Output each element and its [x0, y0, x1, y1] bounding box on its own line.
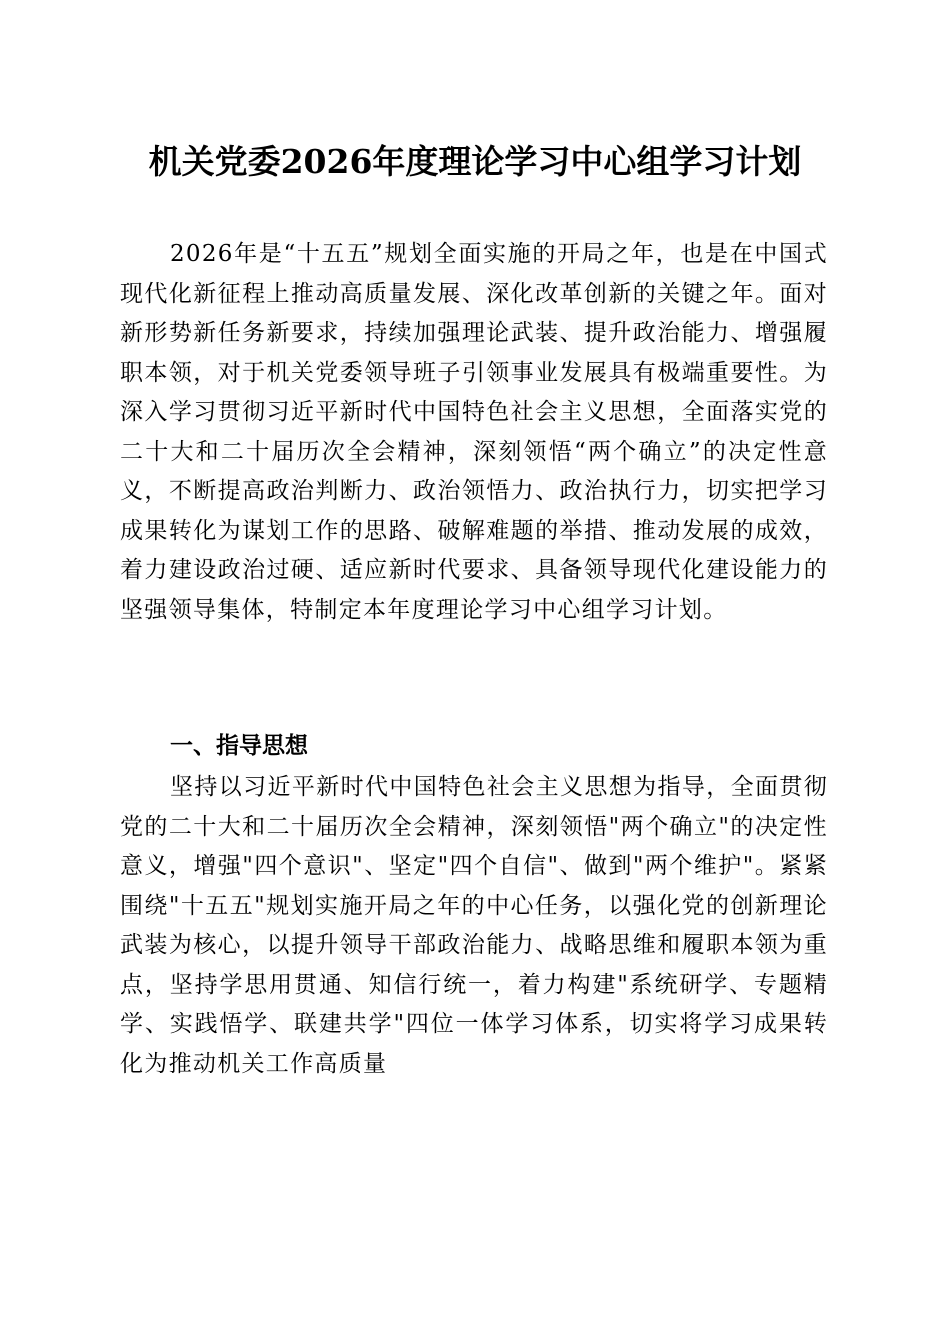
section-heading-guiding-ideology: 一、指导思想 — [170, 733, 308, 759]
document-title: 机关党委2026年度理论学习中心组学习计划 — [148, 142, 802, 181]
section-paragraph-guiding-ideology: 坚持以习近平新时代中国特色社会主义思想为指导，全面贯彻党的二十大和二十届历次全会精神，深刻领悟"两个确立"的决定性意义，增强"四个意识"、坚定"四个自信"、做到"两个维护"。紧紧围绕"十五五"规划实施开局之年的中心任务，以强化党的创新理论武装为核心，以提升领导干部政治能力、战略思维和履职本领为重点，坚持学思用贯通、知信行统一，着力构建"系统研学、专题精学、实践悟学、联建共学"四位一体学习体系，切实将学习成果转化为推动机关工作高质量 — [120, 774, 828, 1077]
intro-paragraph: 2026年是“十五五”规划全面实施的开局之年，也是在中国式现代化新征程上推动高质量发展、深化改革创新的关键之年。面对新形势新任务新要求，持续加强理论武装、提升政治能力、增强履职本领，对于机关党委领导班子引领事业发展具有极端重要性。为深入学习贯彻习近平新时代中国特色社会主义思想，全面落实党的二十大和二十届历次全会精神，深刻领悟“两个确立”的决定性意义，不断提高政治判断力、政治领悟力、政治执行力，切实把学习成果转化为谋划工作的思路、破解难题的举措、推动发展的成效，着力建设政治过硬、适应新时代要求、具备领导现代化建设能力的坚强领导集体，特制定本年度理论学习中心组学习计划。 — [120, 241, 828, 623]
